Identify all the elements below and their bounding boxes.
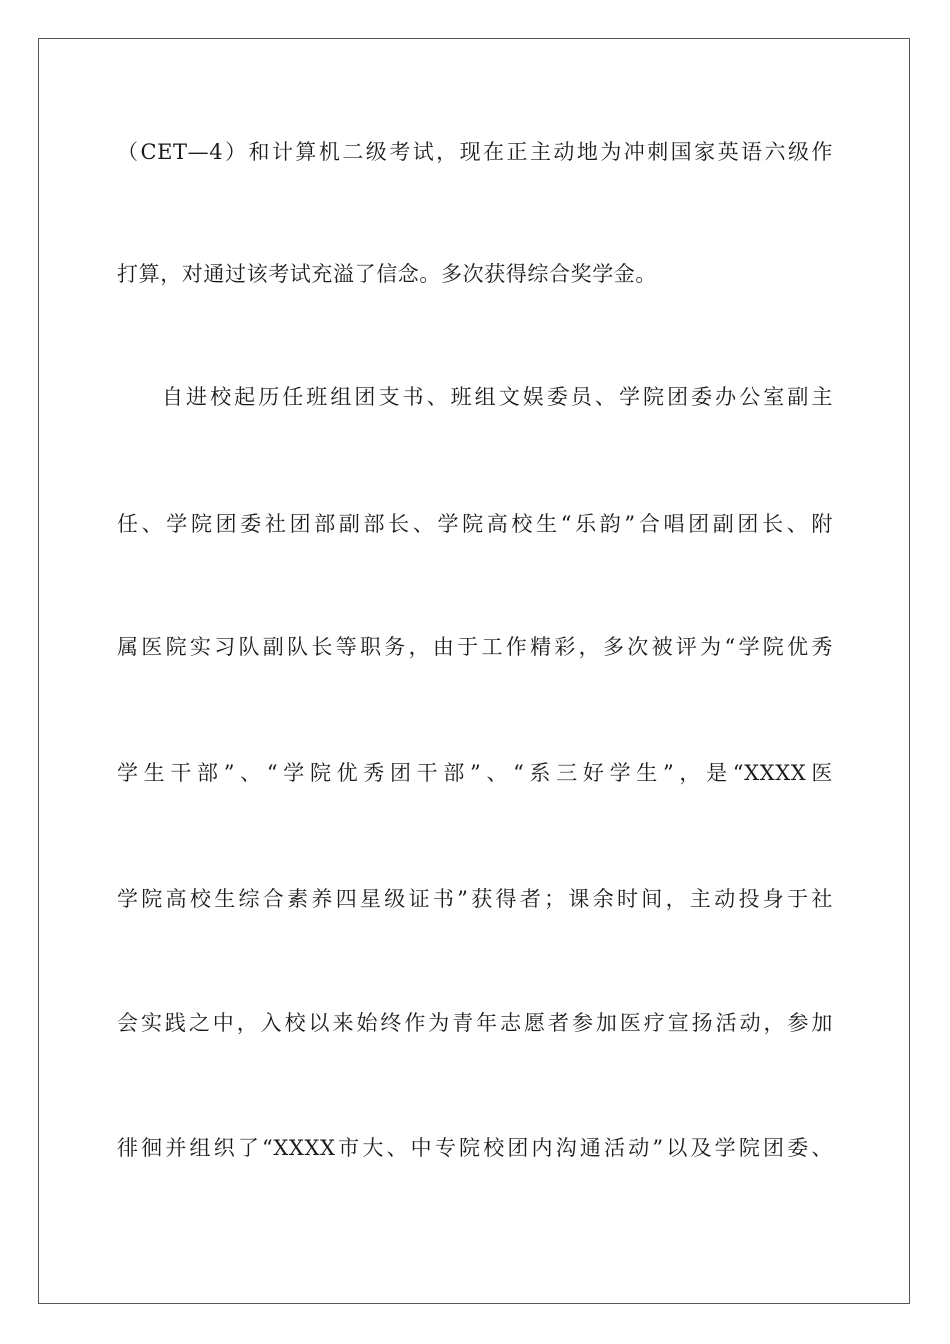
paragraph-line-4: 任、学院团委社团部副部长、学院高校生“乐韵”合唱团副团长、附 xyxy=(117,512,833,536)
paragraph-line-6: 学生干部”、“学院优秀团干部”、“系三好学生”，是“XXXX医 xyxy=(117,761,833,785)
paragraph-line-1: （CET—4）和计算机二级考试，现在正主动地为冲刺国家英语六级作 xyxy=(117,140,833,164)
paragraph-line-8: 会实践之中，入校以来始终作为青年志愿者参加医疗宣扬活动，参加 xyxy=(117,1011,833,1035)
paragraph-line-2: 打算，对通过该考试充溢了信念。多次获得综合奖学金。 xyxy=(117,262,657,286)
page-border xyxy=(38,38,910,1304)
paragraph-line-5: 属医院实习队副队长等职务，由于工作精彩，多次被评为“学院优秀 xyxy=(117,635,833,659)
paragraph-line-9: 徘徊并组织了“XXXX市大、中专院校团内沟通活动”以及学院团委、 xyxy=(117,1136,833,1160)
paragraph-line-3: 自进校起历任班组团支书、班组文娱委员、学院团委办公室副主 xyxy=(162,385,833,409)
paragraph-line-7: 学院高校生综合素养四星级证书”获得者；课余时间，主动投身于社 xyxy=(117,887,833,911)
